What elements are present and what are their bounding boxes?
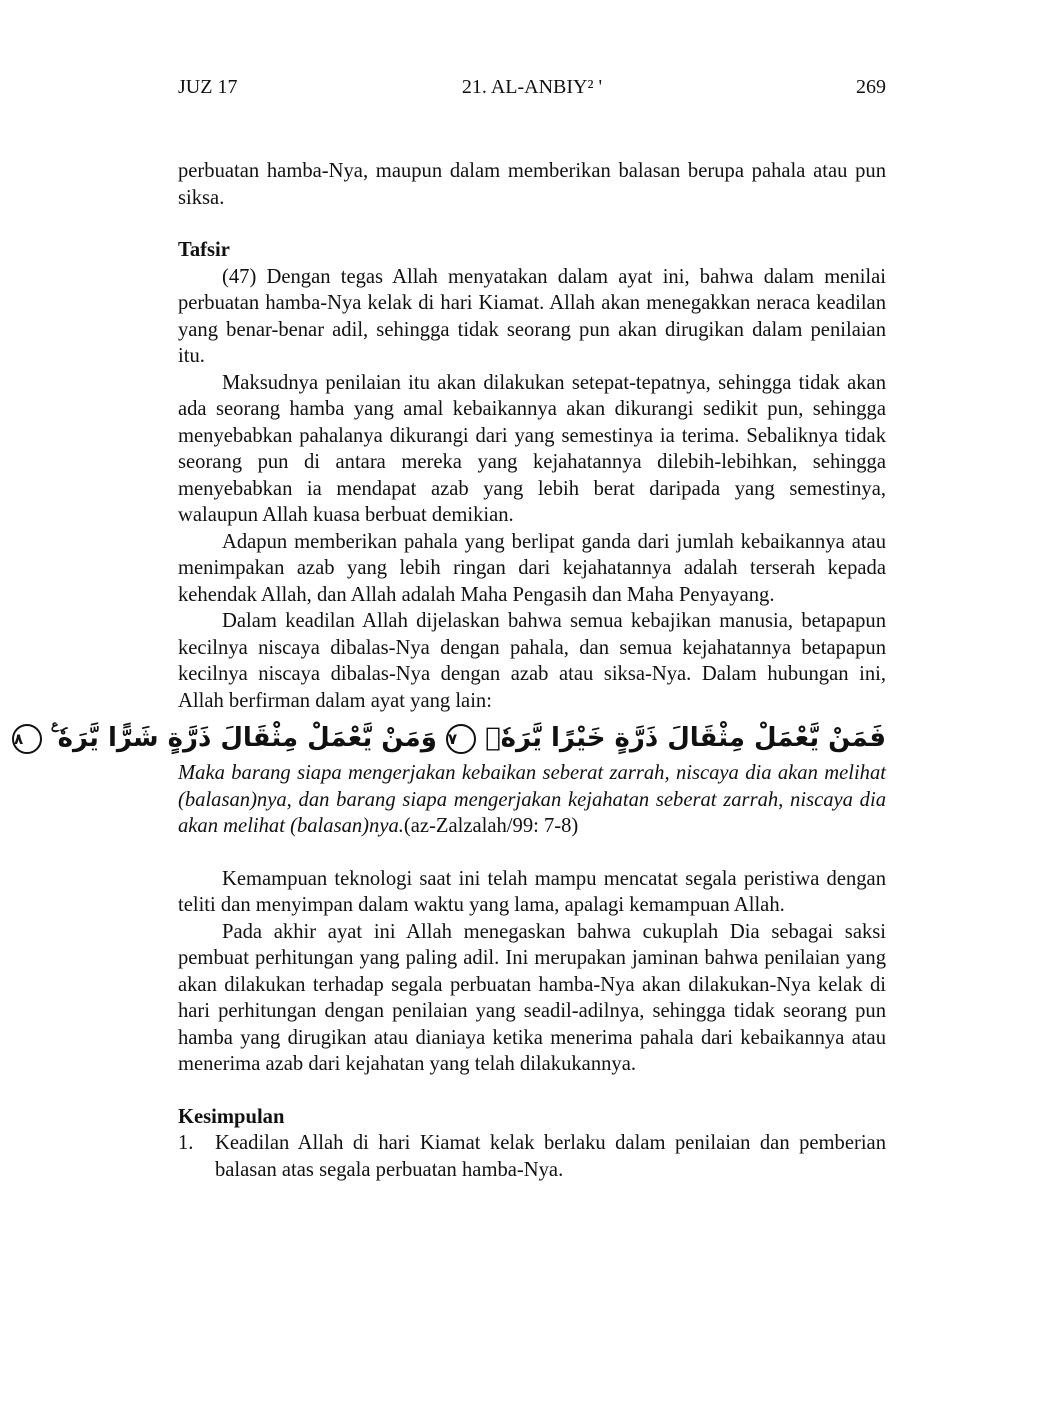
page-body: [14, 158, 886, 1183]
page-number: 269: [856, 76, 886, 98]
surah-title: 21. AL-ANBIY² ': [461, 76, 603, 98]
verse-translation: [178, 760, 886, 840]
tafsir-paragraph: Adapun memberikan pahala yang berlipat ganda dari jumlah kebaikannya atau menimpakan azab yang lebih ringan dari kejahatannya adalah terserah kepada kehendak Allah, dan Allah adalah Maha Pengasih dan Maha Penyayang.: [178, 530, 886, 606]
ayah-number-8: ٨: [12, 724, 42, 754]
tafsir-paragraph: Kemampuan teknologi saat ini telah mampu mencatat segala peristiwa dengan teliti dan menyimpan dalam waktu yang lama, apalagi kemampuan Allah.: [178, 867, 886, 916]
arabic-verse: [14, 716, 886, 760]
arabic-verse-8: وَمَنْ يَّعْمَلْ مِثْقَالَ ذَرَّةٍ شَرًّا يَّرَهٗ ࣖ: [51, 723, 437, 753]
kesimpulan-heading: Kesimpulan: [178, 1105, 285, 1128]
tafsir-heading: Tafsir: [178, 239, 230, 261]
translation-text: Maka barang siapa mengerjakan kebaikan seberat zarrah, niscaya dia akan melihat (balasan)nya, dan barang siapa mengerjakan kejahatan seberat zarrah, niscaya dia akan melihat (balasan)nya.: [178, 762, 886, 837]
juz-label: JUZ 17: [178, 76, 238, 98]
tafsir-paragraph: Pada akhir ayat ini Allah menegaskan bahwa cukuplah Dia sebagai saksi pembuat perhitungan yang paling adil. Ini merupakan jaminan bahwa penilaian yang akan dilakukan terhadap segala perbuatan hamba-Nya akan dilakukan-Nya kelak di hari perhitungan dengan penilaian yang seadil-adilnya, sehingga tidak seorang pun hamba yang dirugikan atau dianiaya ketika menerima pahala dari kebaikannya atau menerima azab dari kejahatan yang telah dilakukannya.: [178, 920, 886, 1075]
intro-paragraph: perbuatan hamba-Nya, maupun dalam memberikan balasan berupa pahala atau pun siksa.: [178, 160, 886, 209]
translation-reference: (az-Zalzalah/99: 7-8): [403, 815, 579, 837]
list-item-text: Keadilan Allah di hari Kiamat kelak berlaku dalam penilaian dan pemberian balasan atas segala perbuatan hamba-Nya.: [215, 1132, 886, 1181]
ayah-number-7: ٧: [446, 724, 476, 754]
tafsir-paragraph: (47) Dengan tegas Allah menyatakan dalam ayat ini, bahwa dalam menilai perbuatan hamba-Nya kelak di hari Kiamat. Allah akan menegakkan neraca keadilan yang benar-benar adil, sehingga tidak seorang pun akan dirugikan dalam penilaian itu.: [178, 265, 886, 367]
list-item-number: 1.: [178, 1132, 194, 1154]
arabic-verse-7: فَمَنْ يَّعْمَلْ مِثْقَالَ ذَرَّةٍ خَيْرًا يَّرَهٗۚ: [485, 723, 886, 753]
list-item: [178, 1130, 886, 1183]
conclusion-list: [178, 1130, 886, 1183]
tafsir-paragraph: Maksudnya penilaian itu akan dilakukan setepat-tepatnya, sehingga tidak akan ada seorang hamba yang amal kebaikannya akan dikurangi sedikit pun, sehingga menyebabkan pahalanya dikurangi dari yang semestinya ia terima. Sebaliknya tidak seorang pun di antara mereka yang kejahatannya dilebih-lebihkan, sehingga menyebabkan ia mendapat azab yang lebih berat daripada yang semestinya, walaupun Allah kuasa berbuat demikian.: [178, 371, 886, 526]
tafsir-paragraph: Dalam keadilan Allah dijelaskan bahwa semua kebajikan manusia, betapapun kecilnya niscaya dibalas-Nya dengan pahala, dan semua kejahatannya betapapun kecilnya niscaya dibalas-Nya dengan azab atau siksa-Nya. Dalam hubungan ini, Allah berfirman dalam ayat yang lain:: [178, 610, 886, 712]
